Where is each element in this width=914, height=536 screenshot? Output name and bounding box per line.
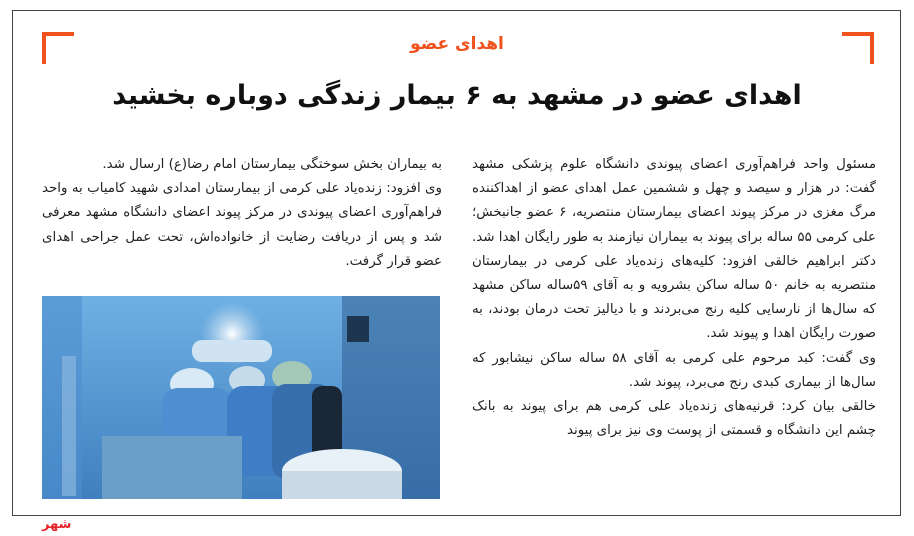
paragraph: وی افزود: زنده‌یاد علی کرمی از بیمارستان امدادی شهید کامیاب به واحد فراهم‌آوری اعضای پیوندی در مرکز پیوند اعضای دانشگاه مشهد معرفی شد و پس از دریافت رضایت از خانواده‌اش، تحت عمل جراحی اهدای عضو قرار گرفت. [42,181,442,269]
paragraph: مسئول واحد فراهم‌آوری اعضای پیوندی دانشگاه علوم پزشکی مشهد گفت: در هزار و سیصد و چهل و ششمین عمل اهدای عضو از اهداکننده مرگ مغزی در مرکز پیوند اعضای بیمارستان منتصریه، ۶ عضو جانبخش؛ علی کرمی ۵۵ ساله برای پیوند به بیماران نیازمند به طور رایگان اهدا شد. [471,157,877,245]
paragraph: به بیماران بخش سوختگی بیمارستان امام رضا(ع) ارسال شد. [102,157,442,172]
category-label: اهدای عضو [410,34,504,54]
surgery-photo [42,296,440,499]
paragraph: دکتر ابراهیم خالقی افزود: کلیه‌های زنده‌یاد علی کرمی در بیمارستان منتصریه به خانم ۵۰ ساله ساکن بشرویه و به آقای ۵۹ساله ساکن مشهد که سال‌ها از نارسایی کلیه رنج می‌بردند و با دیالیز تحت درمان بودند، به صورت رایگان اهدا و پیوند شد. [472,253,876,342]
paragraph: وی گفت: کبد مرحوم علی کرمی به آقای ۵۸ ساله ساکن نیشابور که سال‌ها از بیماری کبدی رنج می‌برد، پیوند شد. [472,350,876,390]
headline: اهدای عضو در مشهد به ۶ بیمار زندگی دوباره بخشید [112,80,802,111]
publication-logo: شهر [42,517,72,532]
paragraph: خالقی بیان کرد: قرنیه‌های زنده‌یاد علی کرمی هم برای پیوند به بانک چشم این دانشگاه و قسمتی از پوست وی نیز برای پیوند [472,399,876,439]
article-column-left [42,153,442,274]
article-column-right [472,153,876,443]
